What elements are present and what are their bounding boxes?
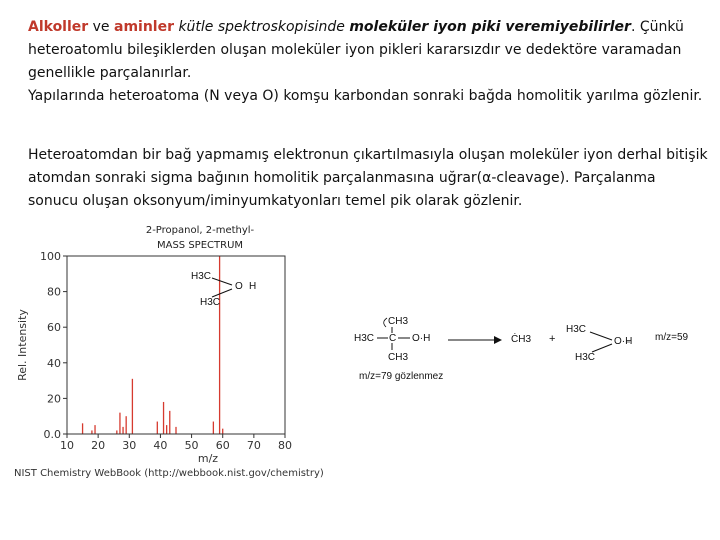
product-mz-label: m/z=59 — [655, 332, 689, 343]
mass-spec-phrase: kütle spektroskopisinde — [174, 19, 350, 35]
parent-h3c: H3C — [354, 333, 375, 344]
alcohols-term: Alkoller — [28, 19, 89, 35]
chart-title: 2-Propanol, 2-methyl- — [145, 225, 255, 236]
methyl-radical: ĊH3 — [511, 334, 532, 345]
product-bond-top — [590, 332, 612, 340]
intro-rest: . Çünkü heteroatomlu bileşiklerden oluşan moleküler iyon pikleri kararsızdır ve dedektöre varamadan genellikle parçalanırlar. — [28, 19, 684, 81]
x-axis-label: m/z — [197, 452, 219, 465]
x-tick-label: 50 — [184, 439, 199, 452]
product-oxonium: O·H — [614, 336, 633, 347]
y-tick-label: 40 — [47, 356, 61, 370]
alpha-cleavage-paragraph: Heteroatomdan bir bağ yapmamış elektronun çıkartılmasıyla oluşan moleküler iyon derhal bitişik atomdan sonraki sigma bağının homolitik parçalanmasına uğrar(α-cleavage). Parçalanma sonucu oluşan oksonyum/iminyumkatyonları temel pik olarak gözlenir. — [28, 147, 708, 209]
x-tick-label: 80 — [278, 439, 292, 452]
parent-ch3-bottom: CH3 — [388, 352, 409, 363]
parent-hydroxyl: O·H — [412, 333, 431, 344]
structure-hydrogen: H — [249, 281, 257, 292]
molecular-ion-phrase: moleküler iyon piki veremiyebilirler — [349, 19, 631, 35]
and-word: ve — [88, 19, 114, 35]
parent-ch3-top: CH3 — [388, 316, 409, 327]
x-tick-label: 20 — [91, 439, 106, 452]
parent-mz-label: m/z=79 gözlenmez — [359, 371, 444, 382]
structure-h3c-bottom: H3C — [200, 297, 221, 308]
reaction-arrowhead — [494, 336, 502, 344]
cleavage-arrow-curve — [384, 318, 387, 327]
y-tick-label: 20 — [47, 392, 61, 406]
amines-term: aminler — [114, 19, 174, 35]
structure-oxygen: O — [235, 281, 243, 292]
product-bond-bottom — [592, 344, 612, 352]
y-tick-label: 80 — [47, 285, 61, 299]
x-tick-label: 40 — [153, 439, 168, 452]
product-h3c-bottom: H3C — [575, 352, 596, 363]
plus-sign: + — [549, 333, 556, 345]
y-tick-label: 60 — [47, 321, 61, 335]
cleavage-sentence: Yapılarında heteroatoma (N veya O) komşu karbondan sonraki bağda homolitik yarılma gözlenir. — [28, 88, 703, 104]
y-tick-label: 100 — [40, 250, 61, 263]
x-tick-label: 60 — [215, 439, 230, 452]
chart-subtitle: MASS SPECTRUM — [156, 240, 244, 251]
y-axis-label: Rel. Intensity — [16, 309, 29, 381]
product-h3c-top: H3C — [566, 324, 587, 335]
nist-credit: NIST Chemistry WebBook (http://webbook.nist.gov/chemistry) — [14, 468, 324, 479]
x-tick-label: 70 — [246, 439, 261, 452]
y-tick-label: 0.0 — [43, 428, 61, 441]
structure-bond-bottom — [212, 289, 232, 297]
x-tick-label: 30 — [122, 439, 137, 452]
x-tick-label: 10 — [60, 439, 74, 452]
parent-central-carbon: C — [389, 333, 397, 344]
structure-bond-top — [212, 278, 232, 285]
structure-h3c-top: H3C — [191, 271, 212, 282]
